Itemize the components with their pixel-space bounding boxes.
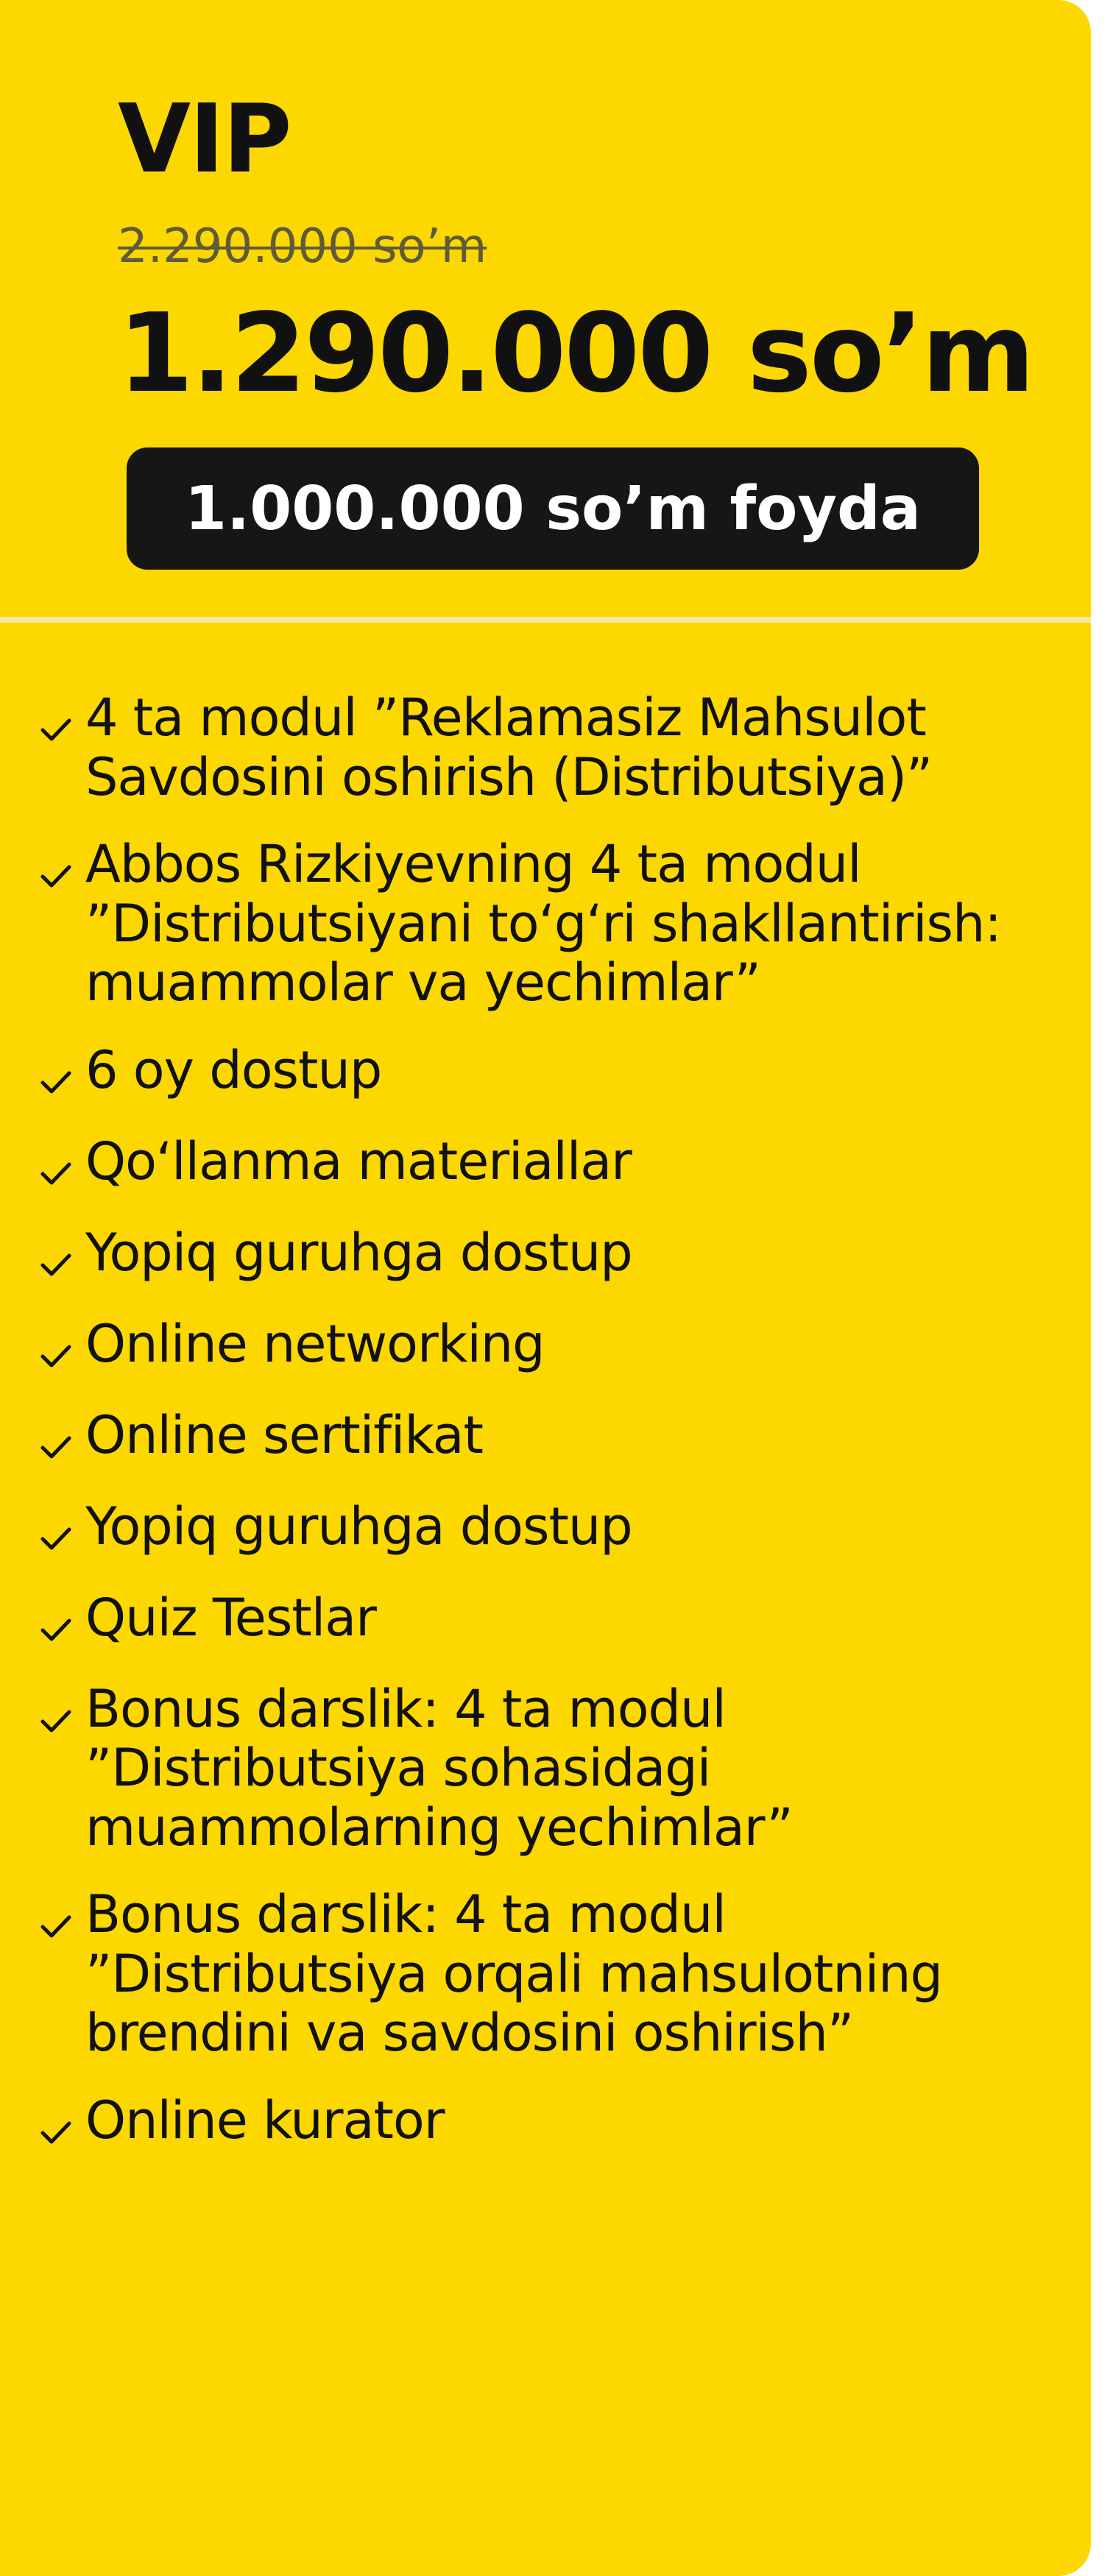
- feature-text: 4 ta modul ”Reklamasiz Mahsulot Savdosini oshirish (Distributsiya)”: [85, 687, 933, 807]
- check-icon: [37, 1702, 78, 1743]
- check-icon: [37, 1519, 78, 1560]
- feature-item: [37, 1406, 1075, 1469]
- check-icon: [37, 1610, 78, 1652]
- check-icon: [37, 1245, 78, 1287]
- divider: [0, 617, 1091, 623]
- check-icon: [37, 857, 78, 898]
- check-icon: [37, 710, 78, 751]
- feature-text: Online kurator: [85, 2090, 445, 2151]
- feature-text: Bonus darslik: 4 ta modul ”Distributsiya sohasidagi muammolarning yechimlar”: [85, 1678, 793, 1858]
- feature-item: [37, 1497, 1075, 1560]
- feature-text: Online sertifikat: [85, 1404, 483, 1465]
- feature-text: Online networking: [85, 1313, 545, 1374]
- plan-title: VIP: [118, 85, 291, 194]
- check-icon: [37, 1063, 78, 1104]
- check-icon: [37, 1428, 78, 1469]
- savings-badge: 1.000.000 so’m foyda: [127, 447, 979, 570]
- feature-item: [37, 688, 1075, 807]
- feature-text: Yopiq guruhga dostup: [85, 1496, 632, 1557]
- feature-text: Abbos Rizkiyevning 4 ta modul ”Distributsiyani to‘g‘ri shakllantirish: muammolar va yechimlar”: [85, 834, 1001, 1013]
- check-icon: [37, 1154, 78, 1195]
- feature-item: [37, 1885, 1075, 2063]
- feature-item: [37, 1132, 1075, 1195]
- feature-item: [37, 2091, 1075, 2154]
- feature-item: [37, 1680, 1075, 1858]
- feature-item: [37, 835, 1075, 1013]
- feature-text: Quiz Testlar: [85, 1587, 376, 1648]
- check-icon: [37, 1337, 78, 1378]
- old-price: 2.290.000 so’m: [118, 219, 487, 274]
- feature-item: [37, 1223, 1075, 1287]
- feature-item: [37, 1314, 1075, 1378]
- check-icon: [37, 1907, 78, 1948]
- feature-list: [37, 688, 1075, 2182]
- feature-text: 6 oy dostup: [85, 1039, 382, 1100]
- feature-item: [37, 1588, 1075, 1652]
- feature-text: Qo‘llanma materiallar: [85, 1130, 632, 1192]
- feature-text: Bonus darslik: 4 ta modul ”Distributsiya orqali mahsulotning brendini va savdosini oshirish”: [85, 1884, 942, 2063]
- current-price: 1.290.000 so’m: [118, 290, 1034, 417]
- feature-item: [37, 1041, 1075, 1104]
- check-icon: [37, 2113, 78, 2154]
- feature-text: Yopiq guruhga dostup: [85, 1222, 632, 1283]
